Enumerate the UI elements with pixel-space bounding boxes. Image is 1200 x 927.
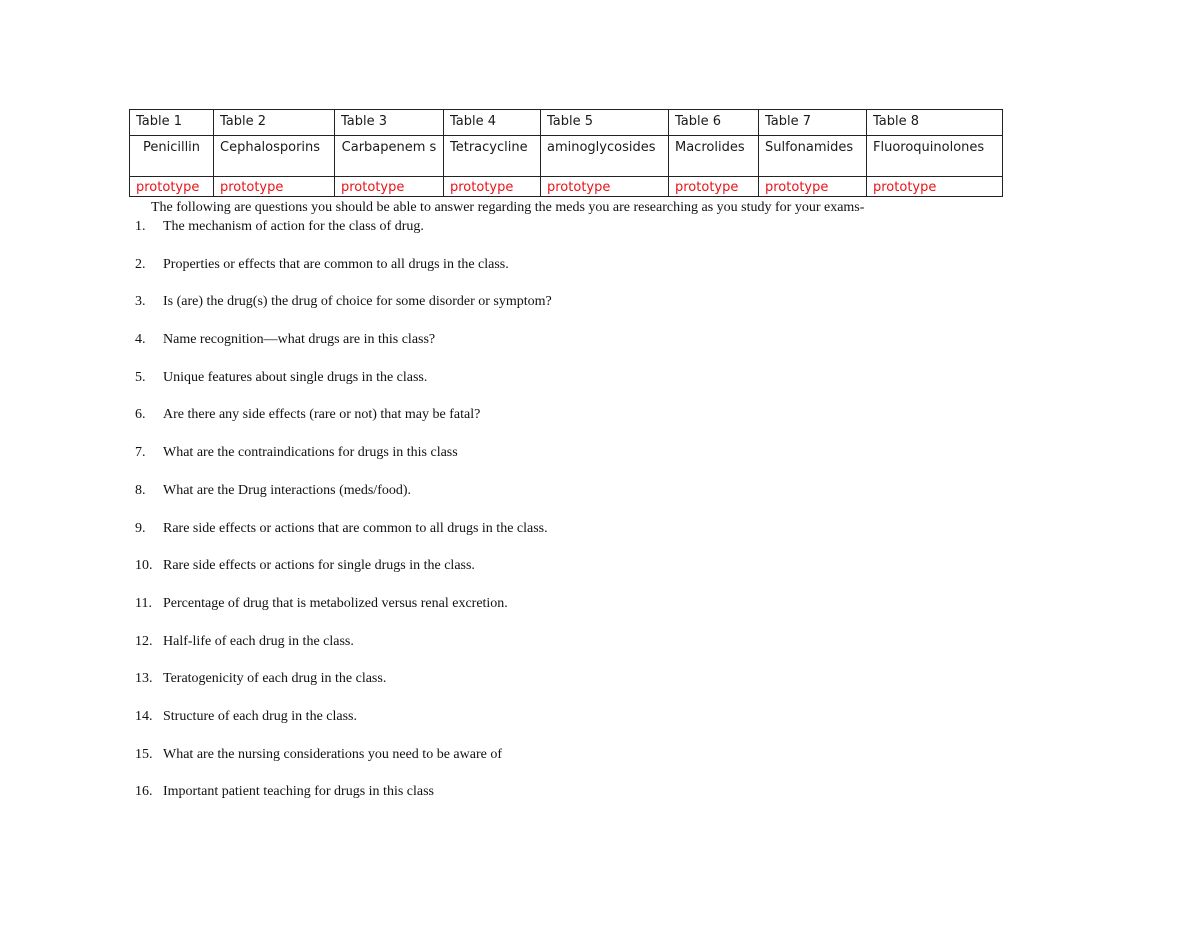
list-item [135, 293, 552, 331]
intro-text: The following are questions you should be able to answer regarding the meds you are researching as you study for your exams- [151, 200, 865, 215]
prototype-cell: prototype [669, 177, 759, 197]
prototype-cell: prototype [335, 177, 444, 197]
item-text: Rare side effects or actions for single drugs in the class. [163, 558, 475, 574]
table-header-cell: Table 7 [759, 110, 867, 136]
item-text: Structure of each drug in the class. [163, 708, 357, 724]
drug-class-table [129, 109, 1003, 197]
list-item [135, 444, 552, 482]
item-text: Percentage of drug that is metabolized versus renal excretion. [163, 595, 508, 611]
item-number: 3. [135, 294, 146, 310]
list-item [135, 331, 552, 369]
drug-class-cell: Carbapenem s [335, 136, 444, 177]
item-text: Is (are) the drug(s) the drug of choice for some disorder or symptom? [163, 294, 552, 310]
list-item [135, 746, 552, 784]
item-number: 10. [135, 558, 153, 574]
drug-class-row [130, 136, 1003, 177]
item-text: Half-life of each drug in the class. [163, 633, 354, 649]
table-header-cell: Table 5 [541, 110, 669, 136]
table-header-cell: Table 2 [214, 110, 335, 136]
item-number: 14. [135, 708, 153, 724]
item-number: 8. [135, 482, 146, 498]
table-header-cell: Table 3 [335, 110, 444, 136]
drug-class-cell: Fluoroquinolones [867, 136, 1003, 177]
list-item [135, 369, 552, 407]
item-number: 2. [135, 256, 146, 272]
item-text: What are the nursing considerations you need to be aware of [163, 746, 502, 762]
item-text: Are there any side effects (rare or not) that may be fatal? [163, 407, 481, 423]
table-header-cell: Table 4 [444, 110, 541, 136]
item-text: What are the Drug interactions (meds/food). [163, 482, 412, 498]
item-text: Important patient teaching for drugs in this class [163, 784, 434, 800]
item-number: 6. [135, 407, 146, 423]
item-text: The mechanism of action for the class of drug. [163, 219, 424, 234]
drug-class-cell: Macrolides [669, 136, 759, 177]
table-header-cell: Table 6 [669, 110, 759, 136]
item-number: 13. [135, 671, 153, 687]
item-number: 1. [135, 219, 146, 234]
item-text: Teratogenicity of each drug in the class. [163, 671, 387, 687]
list-item [135, 783, 552, 821]
list-item [135, 633, 552, 671]
prototype-cell: prototype [867, 177, 1003, 197]
item-text: What are the contraindications for drugs in this class [163, 445, 458, 461]
prototype-cell: prototype [541, 177, 669, 197]
item-text: Rare side effects or actions that are common to all drugs in the class. [163, 520, 548, 536]
table-header-cell: Table 1 [130, 110, 214, 136]
item-number: 15. [135, 746, 153, 762]
question-list [135, 218, 552, 821]
table-header-cell: Table 8 [867, 110, 1003, 136]
list-item [135, 557, 552, 595]
list-item [135, 595, 552, 633]
list-item [135, 670, 552, 708]
list-item [135, 520, 552, 558]
drug-class-cell: Cephalosporins [214, 136, 335, 177]
item-text: Unique features about single drugs in the class. [163, 369, 428, 385]
list-item [135, 482, 552, 520]
drug-class-cell: aminoglycosides [541, 136, 669, 177]
item-number: 12. [135, 633, 153, 649]
list-item [135, 256, 552, 294]
item-number: 16. [135, 784, 153, 800]
drug-class-cell: Penicillin [130, 136, 214, 177]
list-item [135, 708, 552, 746]
list-item [135, 218, 552, 256]
item-number: 4. [135, 332, 146, 348]
item-text: Properties or effects that are common to all drugs in the class. [163, 256, 509, 272]
drug-class-cell: Sulfonamides [759, 136, 867, 177]
prototype-cell: prototype [444, 177, 541, 197]
item-text: Name recognition—what drugs are in this class? [163, 332, 436, 348]
item-number: 11. [135, 595, 152, 611]
item-number: 5. [135, 369, 146, 385]
item-number: 9. [135, 520, 146, 536]
table-header-row [130, 110, 1003, 136]
list-item [135, 406, 552, 444]
prototype-row [130, 177, 1003, 197]
drug-class-cell: Tetracycline [444, 136, 541, 177]
prototype-cell: prototype [214, 177, 335, 197]
prototype-cell: prototype [759, 177, 867, 197]
prototype-cell: prototype [130, 177, 214, 197]
item-number: 7. [135, 445, 146, 461]
